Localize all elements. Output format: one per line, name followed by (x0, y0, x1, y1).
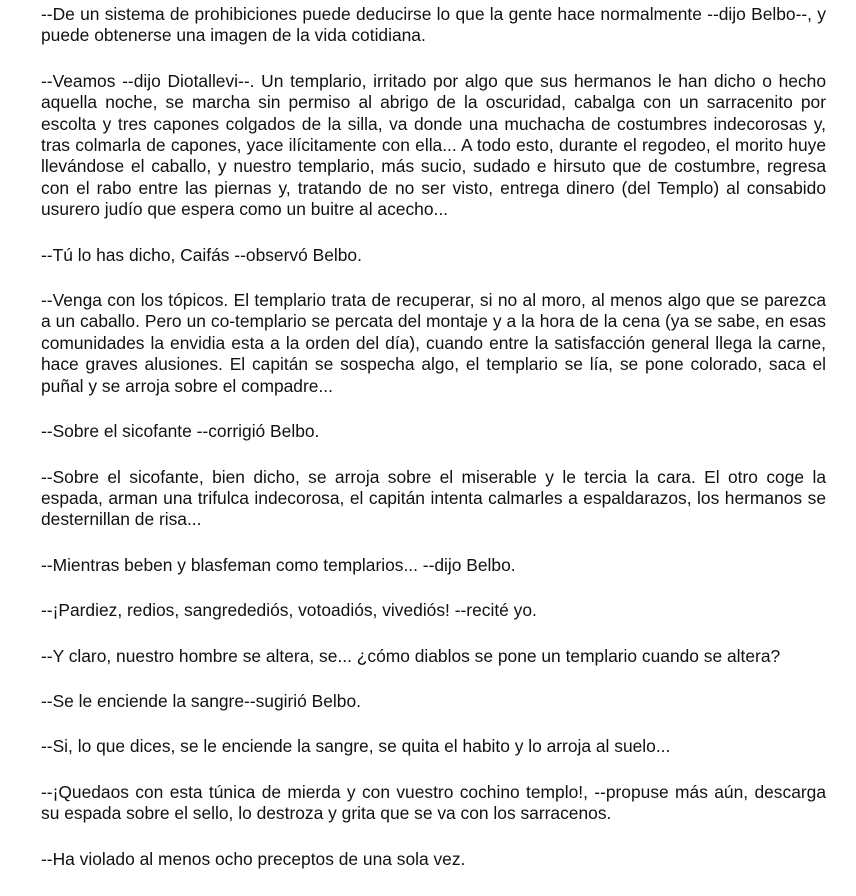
paragraph-10: --Se le enciende la sangre--sugirió Belbo. (41, 690, 361, 711)
paragraph-3: --Tú lo has dicho, Caifás --observó Belbo. (41, 244, 362, 265)
paragraph-7: --Mientras beben y blasfeman como templarios... --dijo Belbo. (41, 554, 516, 575)
paragraph-13: --Ha violado al menos ocho preceptos de una sola vez. (41, 848, 466, 869)
paragraph-1: --De un sistema de prohibiciones puede deducirse lo que la gente hace normalmente --dijo Belbo--, y puede obtenerse una imagen de la vida cotidiana. (41, 4, 826, 46)
paragraph-11: --Si, lo que dices, se le enciende la sangre, se quita el habito y lo arroja al suelo... (41, 736, 671, 757)
paragraph-2: --Veamos --dijo Diotallevi--. Un templario, irritado por algo que sus hermanos le han dicho o hecho aquella noche, se marcha sin permiso al abrigo de la oscuridad, cabalga con un sarracenito por escolta y tres capones colgados de la silla, va donde una muchacha de costumbres indecorosas y, tras colmarla de capones, yace ilícitamente con ella... A todo esto, durante el regodeo, el morito huye llevándose el caballo, y nuestro templario, más sucio, sudado e hirsuto que de costumbre, regresa con el rabo entre las piernas y, tratando de no ser visto, entrega dinero (del Templo) al consabido usurero judío que espera como un buitre al acecho... (41, 70, 826, 220)
paragraph-4: --Venga con los tópicos. El templario trata de recuperar, si no al moro, al menos algo que se parezca a un caballo. Pero un co-templario se percata del montaje y a la hora de la cena (ya se sabe, en esas comunidades la envidia esta a la orden del día), cuando entre la satisfacción general llega la carne, hace graves alusiones. El capitán se sospecha algo, el templario se lía, se pone colorado, saca el puñal y se arroja sobre el compadre... (41, 290, 826, 396)
paragraph-6: --Sobre el sicofante, bien dicho, se arroja sobre el miserable y le tercia la cara. El otro coge la espada, arman una trifulca indecorosa, el capitán intenta calmarles a espaldarazos, los hermanos se desternillan de risa... (41, 466, 826, 530)
paragraph-8: --¡Pardiez, redios, sangredediós, votoadiós, vivediós! --recité yo. (41, 600, 537, 621)
paragraph-9: --Y claro, nuestro hombre se altera, se... ¿cómo diablos se pone un templario cuando se altera? (41, 645, 781, 666)
paragraph-5: --Sobre el sicofante --corrigió Belbo. (41, 421, 320, 442)
paragraph-12: --¡Quedaos con esta túnica de mierda y con vuestro cochino templo!, --propuse más aún, descarga su espada sobre el sello, lo destroza y grita que se va con los sarracenos. (41, 781, 826, 824)
